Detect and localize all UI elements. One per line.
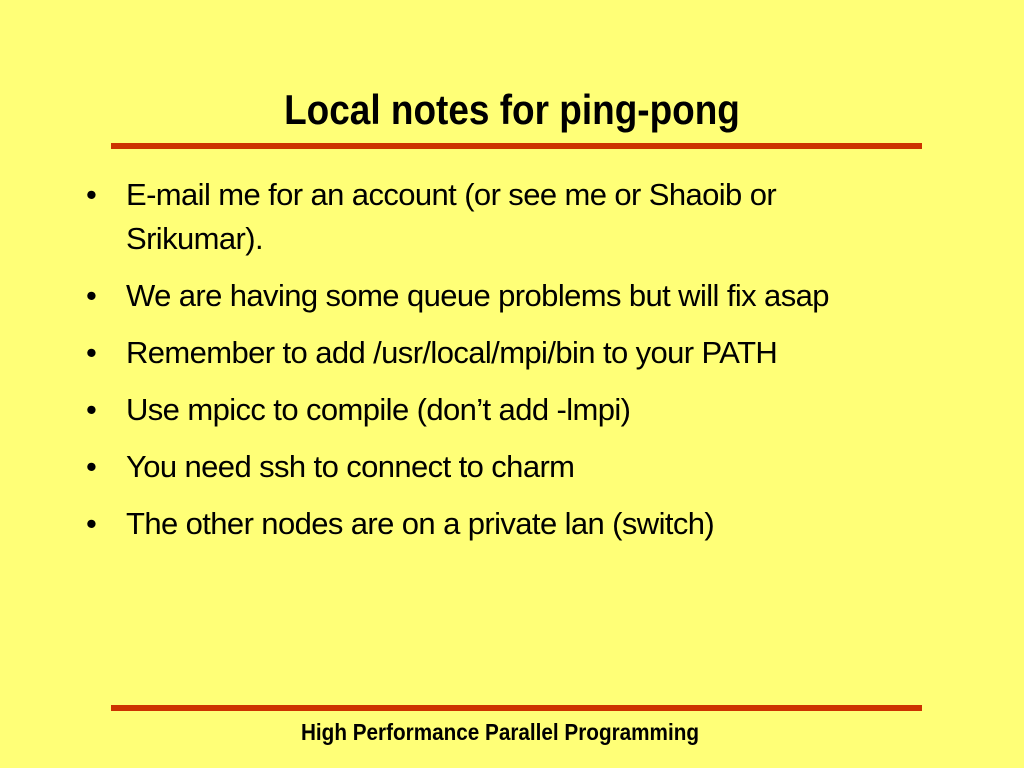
bullet-text: Use mpicc to compile (don’t add -lmpi) (126, 392, 631, 427)
bullet-text: The other nodes are on a private lan (switch) (126, 506, 715, 541)
slide-title: Local notes for ping-pong (284, 86, 740, 133)
slide-footer: High Performance Parallel Programming (300, 719, 700, 745)
bullet-text: Remember to add /usr/local/mpi/bin to your PATH (126, 335, 778, 370)
footer-divider (111, 705, 922, 711)
title-divider (111, 143, 922, 149)
bullet-item (84, 331, 944, 375)
bullet-icon: • (86, 177, 97, 212)
bullet-icon: • (86, 506, 97, 541)
bullet-item (84, 274, 944, 318)
bullet-text: We are having some queue problems but will fix asap (126, 278, 829, 313)
bullet-item (84, 388, 944, 432)
bullet-icon: • (86, 278, 97, 313)
bullet-text: You need ssh to connect to charm (126, 449, 575, 484)
bullet-icon: • (86, 335, 97, 370)
bullet-item (84, 445, 944, 489)
bullet-icon: • (86, 392, 97, 427)
bullet-text: E-mail me for an account (or see me or Shaoib or Srikumar). (126, 177, 777, 256)
bullet-list (84, 173, 944, 559)
bullet-item (84, 173, 944, 261)
bullet-icon: • (86, 449, 97, 484)
bullet-item (84, 502, 944, 546)
